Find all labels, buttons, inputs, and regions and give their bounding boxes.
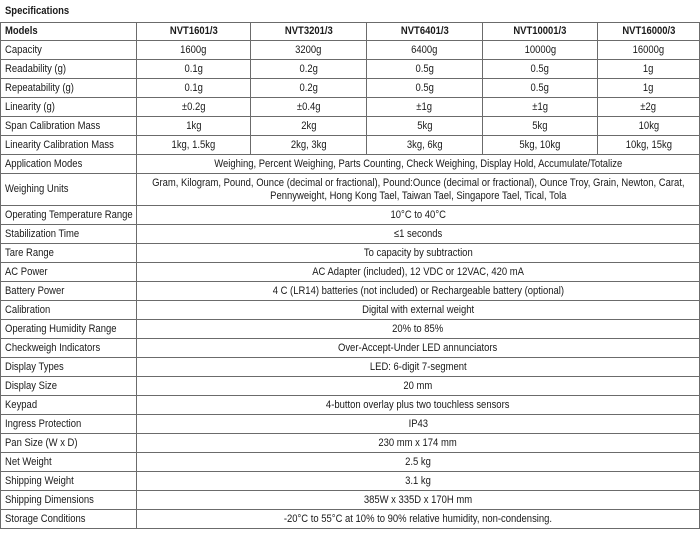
table-cell: 1g — [598, 60, 700, 79]
row-label: Storage Conditions — [1, 510, 137, 529]
shared-value-cell: -20°C to 55°C at 10% to 90% relative humidity, non-condensing. — [137, 510, 700, 529]
shared-value-cell: Weighing, Percent Weighing, Parts Counting, Check Weighing, Display Hold, Accumulate/Totalize — [137, 155, 700, 174]
row-label: Repeatability (g) — [1, 79, 137, 98]
table-row — [1, 282, 700, 301]
shared-value-cell: IP43 — [137, 415, 700, 434]
table-row — [1, 472, 700, 491]
shared-value-cell: 385W x 335D x 170H mm — [137, 491, 700, 510]
table-row — [1, 60, 700, 79]
table-row — [1, 206, 700, 225]
table-cell: ±2g — [598, 98, 700, 117]
shared-value-cell: ≤1 seconds — [137, 225, 700, 244]
row-label: Shipping Dimensions — [1, 491, 137, 510]
table-cell: ±1g — [483, 98, 598, 117]
table-cell: 0.5g — [483, 60, 598, 79]
table-cell: 10kg — [598, 117, 700, 136]
table-row — [1, 339, 700, 358]
row-label: Keypad — [1, 396, 137, 415]
header-row — [1, 23, 700, 41]
table-cell: 1kg, 1.5kg — [137, 136, 251, 155]
table-row — [1, 244, 700, 263]
table-cell: 16000g — [598, 41, 700, 60]
model-header: NVT1601/3 — [137, 23, 251, 41]
row-label: Linearity Calibration Mass — [1, 136, 137, 155]
row-label: Battery Power — [1, 282, 137, 301]
table-cell: 1g — [598, 79, 700, 98]
table-row — [1, 174, 700, 206]
table-cell: 10000g — [483, 41, 598, 60]
row-label: Checkweigh Indicators — [1, 339, 137, 358]
table-cell: 1kg — [137, 117, 251, 136]
table-cell: ±1g — [367, 98, 483, 117]
row-label: AC Power — [1, 263, 137, 282]
table-cell: 0.1g — [137, 60, 251, 79]
row-label: Tare Range — [1, 244, 137, 263]
section-title: Specifications — [5, 5, 70, 17]
shared-value-cell: 20% to 85% — [137, 320, 700, 339]
table-row — [1, 79, 700, 98]
model-header: NVT6401/3 — [367, 23, 483, 41]
table-row — [1, 98, 700, 117]
table-row — [1, 491, 700, 510]
row-label: Shipping Weight — [1, 472, 137, 491]
shared-value-cell: Over-Accept-Under LED annunciators — [137, 339, 700, 358]
table-cell: 0.1g — [137, 79, 251, 98]
shared-value-cell: Digital with external weight — [137, 301, 700, 320]
table-cell: 5kg — [483, 117, 598, 136]
shared-value-cell: 2.5 kg — [137, 453, 700, 472]
table-row — [1, 155, 700, 174]
model-header: NVT3201/3 — [251, 23, 367, 41]
table-cell: 0.2g — [251, 79, 367, 98]
row-label: Capacity — [1, 41, 137, 60]
shared-value-cell: Gram, Kilogram, Pound, Ounce (decimal or fractional), Pound:Ounce (decimal or fractional), Ounce Troy, Grain, Newton, Carat, Pennyweight, Hong Kong Tael, Taiwan Tael, Singapore Tael, Tical, Tola — [137, 174, 700, 206]
shared-value-cell: 20 mm — [137, 377, 700, 396]
shared-value-cell: 230 mm x 174 mm — [137, 434, 700, 453]
table-cell: 0.5g — [483, 79, 598, 98]
table-row — [1, 320, 700, 339]
table-cell: 6400g — [367, 41, 483, 60]
row-label: Ingress Protection — [1, 415, 137, 434]
table-row — [1, 434, 700, 453]
table-cell: ±0.4g — [251, 98, 367, 117]
row-label: Pan Size (W x D) — [1, 434, 137, 453]
row-label: Span Calibration Mass — [1, 117, 137, 136]
shared-value-cell: 4-button overlay plus two touchless sensors — [137, 396, 700, 415]
table-cell: 5kg, 10kg — [483, 136, 598, 155]
row-label: Operating Humidity Range — [1, 320, 137, 339]
table-cell: 3kg, 6kg — [367, 136, 483, 155]
table-row — [1, 263, 700, 282]
row-label: Linearity (g) — [1, 98, 137, 117]
row-label: Readability (g) — [1, 60, 137, 79]
row-label: Application Modes — [1, 155, 137, 174]
shared-value-cell: 10°C to 40°C — [137, 206, 700, 225]
models-header: Models — [1, 23, 137, 41]
shared-value-cell: LED: 6-digit 7-segment — [137, 358, 700, 377]
table-cell: 2kg, 3kg — [251, 136, 367, 155]
table-row — [1, 358, 700, 377]
table-cell: 0.5g — [367, 79, 483, 98]
table-row — [1, 510, 700, 529]
shared-value-cell: To capacity by subtraction — [137, 244, 700, 263]
table-row — [1, 377, 700, 396]
row-label: Net Weight — [1, 453, 137, 472]
table-cell: 2kg — [251, 117, 367, 136]
table-cell: 10kg, 15kg — [598, 136, 700, 155]
table-row — [1, 453, 700, 472]
table-cell: 0.2g — [251, 60, 367, 79]
table-row — [1, 301, 700, 320]
table-row — [1, 136, 700, 155]
row-label: Display Types — [1, 358, 137, 377]
row-label: Stabilization Time — [1, 225, 137, 244]
shared-value-cell: AC Adapter (included), 12 VDC or 12VAC, 420 mA — [137, 263, 700, 282]
table-cell: 5kg — [367, 117, 483, 136]
model-header: NVT10001/3 — [483, 23, 598, 41]
table-cell: ±0.2g — [137, 98, 251, 117]
table-row — [1, 415, 700, 434]
table-row — [1, 225, 700, 244]
table-row — [1, 396, 700, 415]
table-cell: 3200g — [251, 41, 367, 60]
row-label: Weighing Units — [1, 174, 137, 206]
row-label: Display Size — [1, 377, 137, 396]
specifications-table — [0, 22, 700, 529]
table-cell: 1600g — [137, 41, 251, 60]
table-row — [1, 117, 700, 136]
row-label: Calibration — [1, 301, 137, 320]
row-label: Operating Temperature Range — [1, 206, 137, 225]
table-cell: 0.5g — [367, 60, 483, 79]
table-row — [1, 41, 700, 60]
shared-value-cell: 3.1 kg — [137, 472, 700, 491]
model-header: NVT16000/3 — [598, 23, 700, 41]
shared-value-cell: 4 C (LR14) batteries (not included) or Rechargeable battery (optional) — [137, 282, 700, 301]
